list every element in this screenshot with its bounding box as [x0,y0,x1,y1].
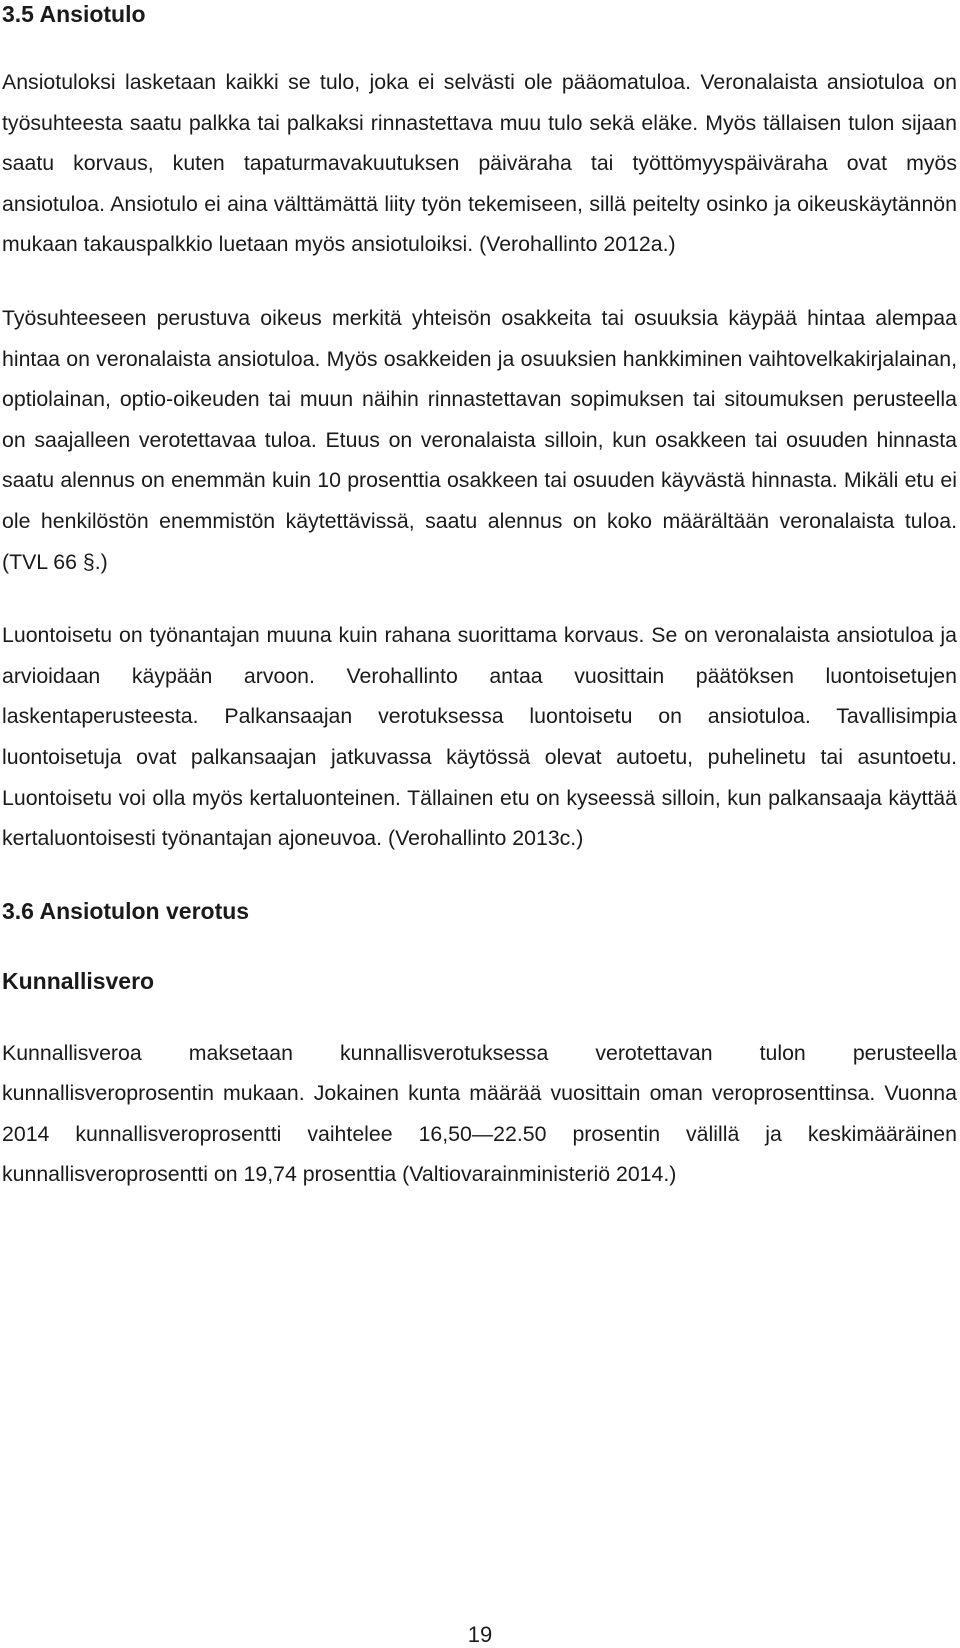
subsection-heading-kunnallisvero: Kunnallisvero [2,967,155,994]
section-heading-ansiotulon-verotus: 3.6 Ansiotulon verotus [2,897,250,924]
section-heading-ansiotulo: 3.5 Ansiotulo [2,1,146,27]
paragraph-share-benefit: Työsuhteeseen perustuva oikeus merkitä yhteisön osakkeita tai osuuksia käypää hintaa alempaa hintaa on veronalaista ansiotuloa. Myös osakkeiden ja osuuksien hankkiminen vaihtovelkakirjalainan, optiolainan, optio-oikeuden tai muun näihin rinnastettavan sopimuksen tai sitoumuksen perusteella on saajalleen verotettavaa tuloa. Etuus on veronalaista silloin, kun osakkeen tai osuuden hinnasta saatu alennus on enemmän kuin 10 prosenttia osakkeen tai osuuden käyvästä hinnasta. Mikäli etu ei ole henkilöstön enemmistön käytettävissä, saatu alennus on koko määrältään veronalaista tuloa. (TVL 66 §.) [2,305,957,574]
page-number: 19 [467,1622,493,1647]
paragraph-kunnallisvero: Kunnallisveroa maksetaan kunnallisverotuksessa verotettavan tulon perusteella kunnallisveroprosentin mukaan. Jokainen kunta määrää vuosittain oman veroprosenttinsa. Vuonna 2014 kunnallisveroprosentti vaihtelee 16,50—22.50 prosentin välillä ja keskimääräinen kunnallisveroprosentti on 19,74 prosenttia (Valtiovarainministeriö 2014.) [2,1040,957,1187]
paragraph-fringe-benefit: Luontoisetu on työnantajan muuna kuin rahana suorittama korvaus. Se on veronalaista ansiotuloa ja arvioidaan käypään arvoon. Verohallinto antaa vuosittain päätöksen luontoisetujen laskentaperusteesta. Palkansaajan verotuksessa luontoisetu on ansiotuloa. Tavallisimpia luontoisetuja ovat palkansaajan jatkuvassa käytössä olevat autoetu, puhelinetu tai asuntoetu. Luontoisetu voi olla myös kertaluonteinen. Tällainen etu on kyseessä silloin, kun palkansaaja käyttää kertaluontoisesti työnantajan ajoneuvoa. (Verohallinto 2013c.) [2,623,957,851]
paragraph-ansiotulo-definition: Ansiotuloksi lasketaan kaikki se tulo, joka ei selvästi ole pääomatuloa. Veronalaista ansiotuloa on työsuhteesta saatu palkka tai palkaksi rinnastettava muu tulo sekä eläke. Myös tällaisen tulon sijaan saatu korvaus, kuten tapaturmavakuutuksen päiväraha tai työttömyyspäiväraha ovat myös ansiotuloa. Ansiotulo ei aina välttämättä liity työn tekemiseen, sillä peitelty osinko ja oikeuskäytännön mukaan takauspalkkio luetaan myös ansiotuloiksi. (Verohallinto 2012a.) [2,70,957,257]
page-content [2,0,957,1195]
